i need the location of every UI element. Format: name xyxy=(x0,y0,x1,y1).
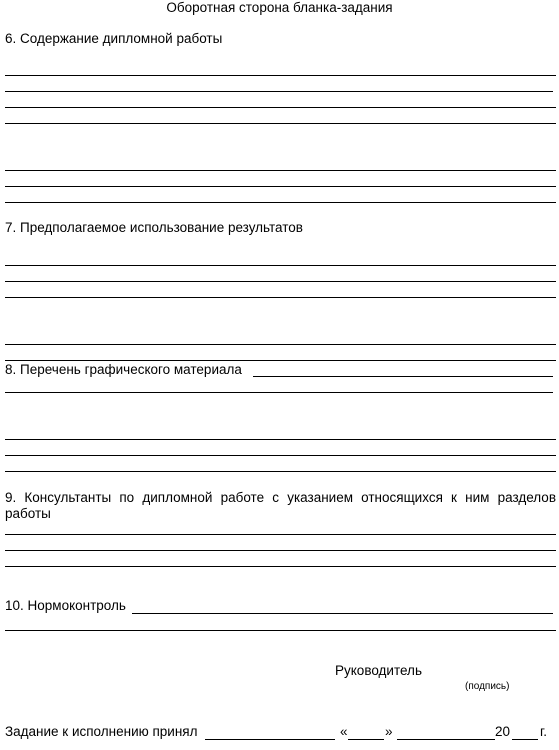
year-prefix: 20 xyxy=(495,724,511,739)
acceptance-year-line[interactable] xyxy=(512,739,538,740)
section-8-line-1[interactable] xyxy=(5,392,553,393)
signature-caption: (подпись) xyxy=(465,681,510,692)
section-7-line-2[interactable] xyxy=(5,281,556,282)
section-8-line-2[interactable] xyxy=(5,439,556,440)
section-10-label: 10. Нормоконтроль xyxy=(5,598,126,613)
section-7-line-5[interactable] xyxy=(5,360,556,361)
acceptance-name-line[interactable] xyxy=(205,739,335,740)
section-6-label: 6. Содержание дипломной работы xyxy=(5,31,223,46)
section-6-line-1[interactable] xyxy=(5,75,556,76)
section-8-line-4[interactable] xyxy=(5,471,556,472)
section-10-line-1[interactable] xyxy=(5,630,556,631)
section-7-line-3[interactable] xyxy=(5,297,556,298)
open-quote: « xyxy=(340,724,348,739)
section-9-line-1[interactable] xyxy=(5,534,556,535)
year-suffix: г. xyxy=(540,724,548,739)
section-6-line-7[interactable] xyxy=(5,202,556,203)
section-7-line-4[interactable] xyxy=(5,344,556,345)
section-6-line-2[interactable] xyxy=(5,91,553,92)
section-7-label: 7. Предполагаемое использование результатов xyxy=(5,220,303,235)
close-quote: » xyxy=(385,724,393,739)
section-9-label-continued: работы xyxy=(5,506,51,521)
acceptance-day-line[interactable] xyxy=(348,739,384,740)
supervisor-label: Руководитель xyxy=(335,663,422,678)
section-9-line-3[interactable] xyxy=(5,566,556,567)
section-6-line-6[interactable] xyxy=(5,186,556,187)
page-title: Оборотная сторона бланка-задания xyxy=(166,0,393,15)
acceptance-month-line[interactable] xyxy=(397,739,495,740)
section-8-label: 8. Перечень графического материала xyxy=(5,362,242,377)
section-10-inline-line[interactable] xyxy=(132,613,553,614)
section-8-line-3[interactable] xyxy=(5,455,556,456)
section-9-line-2[interactable] xyxy=(5,550,556,551)
section-9-label: 9. Консультанты по дипломной работе с указанием относящихся к ним разделов xyxy=(5,490,556,505)
section-7-line-1[interactable] xyxy=(5,265,556,266)
section-8-inline-line[interactable] xyxy=(253,376,553,377)
section-6-line-3[interactable] xyxy=(5,107,556,108)
acceptance-label: Задание к исполнению принял xyxy=(5,724,198,739)
section-6-line-5[interactable] xyxy=(5,170,556,171)
section-6-line-4[interactable] xyxy=(5,123,556,124)
